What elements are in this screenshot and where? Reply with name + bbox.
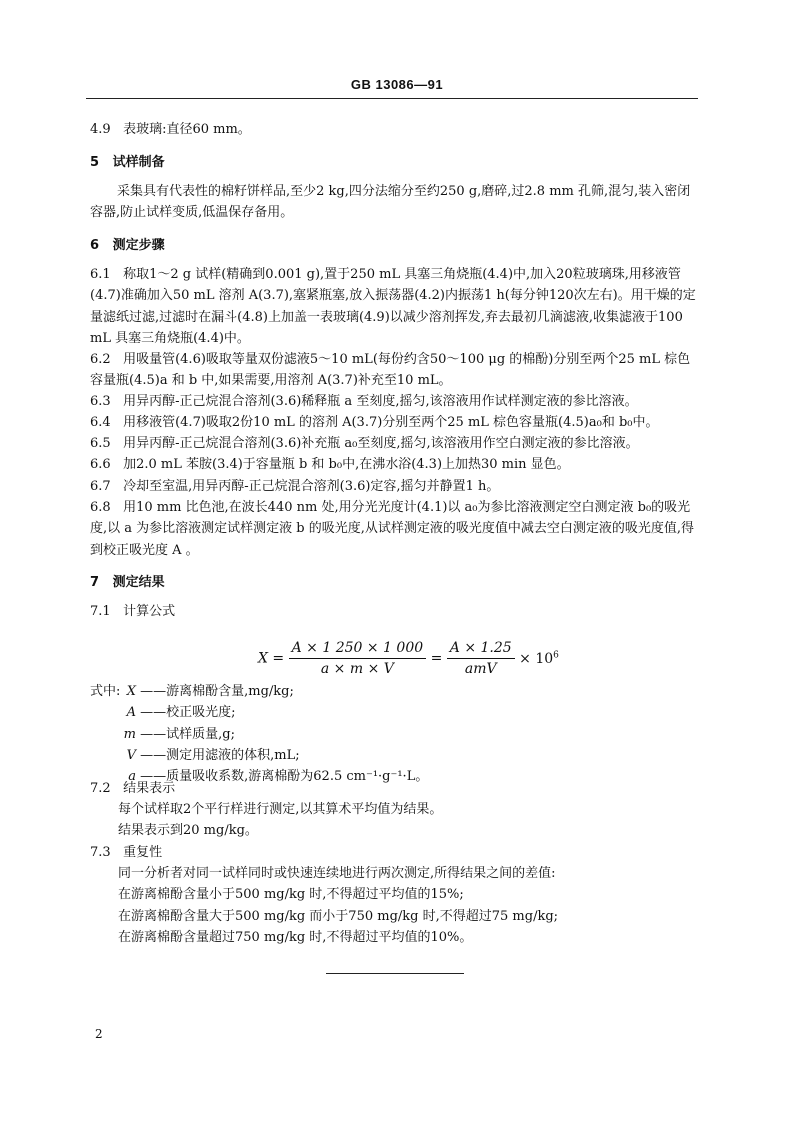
fraction-1 [289,640,427,677]
clause-number: 4.9 [90,122,111,137]
variable-symbol: a [128,769,136,785]
clause-7-3-body [118,863,730,948]
variable-symbol: A [126,705,136,721]
variable-symbol: m [123,726,136,742]
section-title: 测定结果 [112,575,165,590]
clause-text: 用吸量管(4.6)吸取等量双份滤液5～10 mL(每份约含50～100 μg 的棉酚)分别至两个25 mL 棕色容量瓶(4.5)a 和 b 中,如果需要,用溶剂 A(3.7)补充至10 mL。 [90,352,691,389]
clause-number: 7.1 [90,604,111,619]
clause-text: 用异丙醇-正己烷混合溶剂(3.6)补充瓶 a₀至刻度,摇匀,该溶液用作空白测定液的参比溶液。 [123,436,639,451]
body-line: 在游离棉酚含量大于500 mg/kg 而小于750 mg/kg 时,不得超过75 mg/kg; [118,908,559,924]
clause-text: 称取1～2 g 试样(精确到0.001 g),置于250 mL 具塞三角烧瓶(4.4)中,加入20粒玻璃珠,用移液管(4.7)准确加入50 mL 溶剂 A(3.7),塞紧瓶塞,放入振荡器(4.2)内振荡1 h(每分钟120次左右)。用干燥的定量滤纸过滤,过滤时在漏斗(4.8)上加盖一表玻璃(4.9)以减少溶剂挥发,弃去最初几滴滤液,收集滤液于100 mL 具塞三角烧瓶(4.4)中。 [90,267,696,346]
variable-desc: ——校正吸光度; [140,705,236,721]
page-header: GB 13086—91 [350,77,444,92]
fraction-1-denominator: a × m × V [320,661,394,677]
fraction-2-denominator: amV [464,661,497,677]
variable-desc: ——试样质量,g; [140,726,235,742]
body-line: 结果表示到20 mg/kg。 [118,823,258,839]
clause-4-9 [90,119,702,140]
clause-6-3 [90,391,702,412]
clause-6-8 [90,497,702,561]
header-rule [86,98,698,99]
fraction-1-numerator: A × 1 250 × 1 000 [289,640,427,659]
variable-desc: ——质量吸收系数,游离棉酚为62.5 cm⁻¹·g⁻¹·L。 [140,769,429,785]
section-5-heading [90,152,702,173]
variables-list [118,681,428,787]
clause-7-3 [90,842,702,863]
clause-6-1 [90,264,702,349]
formula-exponent: 6 [553,650,559,661]
section-5-body: 采集具有代表性的棉籽饼样品,至少2 kg,四分法缩分至约250 g,磨碎,过2.8 mm 孔筛,混匀,装入密闭容器,防止试样变质,低温保存备用。 [90,184,691,221]
where-label: 式中: [90,684,121,699]
clause-text: 用移液管(4.7)吸取2份10 mL 的溶剂 A(3.7)分别至两个25 mL 棕色容量瓶(4.5)a₀和 b₀中。 [123,415,659,430]
clause-number: 6.7 [90,479,111,494]
fraction-2-numerator: A × 1.25 [447,640,515,659]
clause-6-2 [90,349,702,392]
formula-multiplier: × 10 [519,650,554,667]
clause-6-5 [90,433,702,454]
clause-title: 结果表示 [123,781,176,796]
section-6-heading [90,235,702,256]
clause-7-2 [90,778,702,799]
variable-symbol: X [126,684,136,699]
section-number: 6 [90,238,100,253]
clause-number: 7.3 [90,845,111,860]
variable-desc: ——游离棉酚含量,mg/kg; [140,684,294,699]
clause-7-1 [90,601,702,622]
body-line: 在游离棉酚含量超过750 mg/kg 时,不得超过平均值的10%。 [118,929,473,945]
body-line: 同一分析者对同一试样同时或快速连续地进行两次测定,所得结果之间的差值: [118,866,556,881]
variable-desc: ——测定用滤液的体积,mL; [140,747,300,763]
formula [0,640,794,684]
variable-row [118,724,428,745]
clause-title: 重复性 [123,845,163,860]
clause-6-4 [90,412,702,433]
clause-number: 6.5 [90,436,111,451]
end-rule [326,973,464,974]
clause-6-7 [90,476,702,497]
variable-row [118,745,428,766]
clause-number: 6.3 [90,394,111,409]
clause-number: 6.6 [90,457,111,472]
section-number: 5 [90,155,100,170]
clause-number: 7.2 [90,781,111,796]
section-title: 测定步骤 [112,238,165,253]
formula-lhs: X = [258,650,285,667]
fraction-2 [447,640,515,677]
clause-text: 冷却至室温,用异丙醇-正己烷混合溶剂(3.6)定容,摇匀并静置1 h。 [123,479,500,494]
variable-row [118,681,428,702]
formula-equals: = [430,650,443,667]
page-number: 2 [95,1027,103,1041]
variable-symbol: V [126,747,136,763]
clause-7-2-body [118,799,730,842]
clause-text: 用10 mm 比色池,在波长440 nm 处,用分光光度计(4.1)以 a₀为参比溶液测定空白测定液 b₀的吸光度,以 a 为参比溶液测定试样测定液 b 的吸光度,从试样测定液的吸光度值中减去空白测定液的吸光度值,得到校正吸光度 A 。 [90,500,694,558]
section-number: 7 [90,575,100,590]
variable-row [118,702,428,723]
clause-number: 6.4 [90,415,111,430]
clause-number: 6.1 [90,267,111,282]
clause-text: 加2.0 mL 苯胺(3.4)于容量瓶 b 和 b₀中,在沸水浴(4.3)上加热30 min 显色。 [123,457,570,472]
clause-6-6 [90,454,702,475]
clause-text: 表玻璃:直径60 mm。 [123,122,251,137]
clause-title: 计算公式 [123,604,176,619]
clause-number: 6.8 [90,500,111,515]
body-line: 每个试样取2个平行样进行测定,以其算术平均值为结果。 [118,802,443,817]
section-7-heading [90,572,702,593]
clause-number: 6.2 [90,352,111,367]
body-line: 在游离棉酚含量小于500 mg/kg 时,不得超过平均值的15%; [118,887,464,903]
clause-text: 用异丙醇-正己烷混合溶剂(3.6)稀释瓶 a 至刻度,摇匀,该溶液用作试样测定液的参比溶液。 [123,394,638,409]
section-title: 试样制备 [112,155,165,170]
